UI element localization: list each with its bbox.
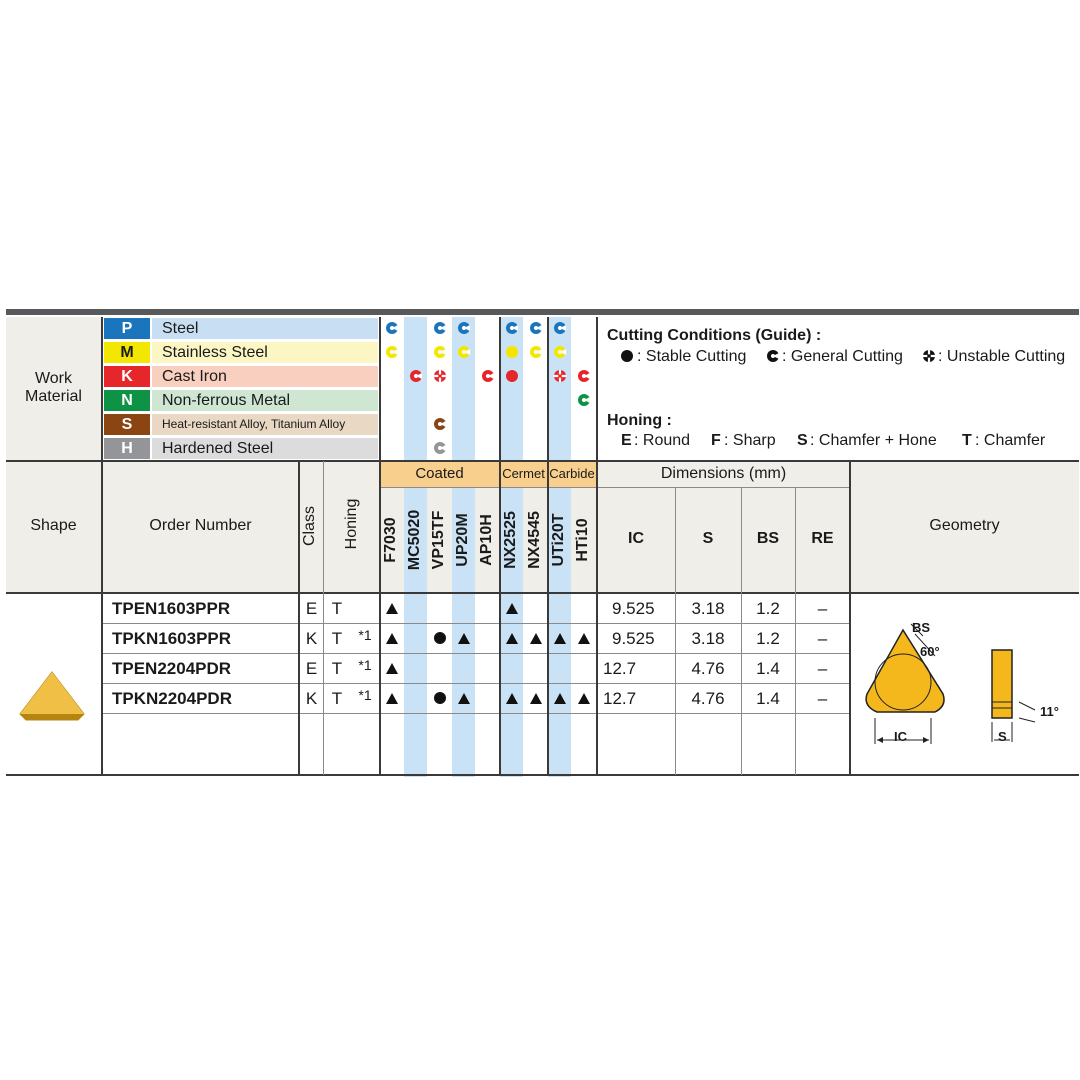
general-cutting-icon [530,346,542,358]
triangle-icon [506,633,518,644]
general-cutting-icon [434,442,446,454]
ic-header: IC [628,530,644,547]
work-material-label-2: Material [25,388,82,405]
grade-nx4545: NX4545 [526,511,543,569]
order-number: TPKN1603PPR [112,629,232,648]
honing-title: Honing : [607,412,672,429]
divider [102,623,850,624]
triangle-icon [578,633,590,644]
geometry-11-label: 11° [1040,704,1059,719]
honing-key-f: F [711,432,721,449]
triangle-icon [554,693,566,704]
bs-header: BS [756,530,780,547]
insert-shape-image [16,668,88,724]
geometry-diagram [855,610,1070,760]
general-cutting-icon [578,370,590,382]
triangle-icon [530,633,542,644]
honing-chamfer-hone: : Chamfer + Hone [810,432,937,449]
divider [6,774,1079,776]
grade-up20m: UP20M [454,513,471,567]
divider [499,317,501,775]
s-value: 4.76 [691,689,725,708]
triangle-icon [506,693,518,704]
geometry-bs-label: BS [912,620,931,635]
unstable-cutting-icon [922,349,936,363]
s-header: S [702,530,714,547]
divider [6,592,1079,594]
order-number: TPEN2204PDR [112,659,232,678]
honing-value: T [331,659,343,678]
class-value: E [305,659,318,678]
ic-value: 12.7 [603,659,637,678]
divider [795,487,796,775]
triangle-icon [578,693,590,704]
material-name-heat-resistant: Heat-resistant Alloy, Titanium Alloy [152,414,378,435]
material-name-cast-iron: Cast Iron [152,366,378,387]
cutting-conditions-title: Cutting Conditions (Guide) : [607,327,822,344]
grade-condition-grid [380,317,596,460]
bs-value: 1.2 [756,599,780,618]
divider [102,713,850,714]
divider [323,461,324,775]
ic-value: 9.525 [612,599,655,618]
material-code-h: H [104,438,150,459]
re-value: – [817,689,828,708]
honing-round: : Round [634,432,691,449]
triangle-icon [554,633,566,644]
geometry-ic-label: IC [894,729,907,744]
carbide-header: Carbide [548,461,596,487]
material-name-stainless: Stainless Steel [152,342,378,363]
note-value: *1 [358,657,372,673]
unstable-cutting-icon [554,370,566,382]
general-cutting-icon [386,322,398,334]
divider [101,317,103,775]
legend-unstable: : Unstable Cutting [938,348,1066,365]
geometry-header: Geometry [929,517,1000,534]
triangle-icon [386,603,398,614]
bs-value: 1.4 [756,689,780,708]
material-code-n: N [104,390,150,411]
legend-general: : General Cutting [782,348,903,365]
triangle-icon [386,633,398,644]
divider [849,461,851,775]
general-cutting-icon [434,322,446,334]
general-cutting-icon [554,322,566,334]
divider [675,487,676,775]
honing-value: T [331,689,343,708]
triangle-icon [458,693,470,704]
honing-key-e: E [621,432,632,449]
stable-cutting-icon [621,350,633,362]
grade-mc5020: MC5020 [406,509,423,571]
grade-nx2525: NX2525 [502,511,519,569]
class-value: K [305,689,318,708]
dot-icon [434,632,446,644]
shape-header: Shape [30,517,77,534]
note-value: *1 [358,627,372,643]
dimensions-header: Dimensions (mm) [660,465,787,482]
material-code-m: M [104,342,150,363]
material-name-hardened: Hardened Steel [152,438,378,459]
triangle-icon [506,603,518,614]
legend-stable: : Stable Cutting [637,348,747,365]
bs-value: 1.2 [756,629,780,648]
grade-uti20t: UTi20T [550,513,567,567]
order-number-header: Order Number [149,517,252,534]
re-value: – [817,629,828,648]
divider [380,487,596,488]
grade-vp15tf: VP15TF [430,510,447,570]
honing-chamfer: : Chamfer [975,432,1046,449]
coated-header: Coated [380,461,499,487]
general-cutting-icon [434,346,446,358]
material-name-steel: Steel [152,318,378,339]
class-header: Class [301,506,318,547]
general-cutting-icon [766,349,780,363]
material-code-p: P [104,318,150,339]
ic-value: 9.525 [612,629,655,648]
divider [741,487,742,775]
general-cutting-icon [578,394,590,406]
honing-key-s: S [797,432,808,449]
divider [379,317,381,775]
material-code-s: S [104,414,150,435]
re-header: RE [811,530,834,547]
general-cutting-icon [482,370,494,382]
divider [102,683,850,684]
geometry-60-label: 60° [920,644,940,659]
general-cutting-icon [458,322,470,334]
cermet-header: Cermet [500,461,547,487]
triangle-icon [386,693,398,704]
honing-value: T [331,599,343,618]
general-cutting-icon [530,322,542,334]
honing-key-t: T [962,432,972,449]
general-cutting-icon [506,322,518,334]
s-value: 3.18 [691,599,725,618]
triangle-icon [530,693,542,704]
stable-cutting-icon [506,346,518,358]
honing-sharp: : Sharp [724,432,776,449]
bs-value: 1.4 [756,659,780,678]
divider [547,317,549,775]
divider [6,460,1079,462]
work-material-label-1: Work [34,370,73,387]
geometry-s-label: S [998,729,1007,744]
material-name-nonferrous: Non-ferrous Metal [152,390,378,411]
divider [102,653,850,654]
grade-f7030: F7030 [382,517,399,563]
general-cutting-icon [410,370,422,382]
grade-hti10: HTi10 [574,518,591,562]
divider [596,317,598,775]
ic-value: 12.7 [603,689,637,708]
order-number: TPKN2204PDR [112,689,232,708]
dot-icon [434,692,446,704]
general-cutting-icon [554,346,566,358]
divider [597,487,850,488]
re-value: – [817,599,828,618]
s-value: 4.76 [691,659,725,678]
order-number: TPEN1603PPR [112,599,231,618]
triangle-icon [386,663,398,674]
triangle-icon [458,633,470,644]
honing-value: T [331,629,343,648]
general-cutting-icon [458,346,470,358]
grade-ap10h: AP10H [478,514,495,566]
material-code-k: K [104,366,150,387]
class-value: E [305,599,318,618]
stable-cutting-icon [506,370,518,382]
unstable-cutting-icon [434,370,446,382]
divider [298,461,300,775]
general-cutting-icon [386,346,398,358]
re-value: – [817,659,828,678]
general-cutting-icon [434,418,446,430]
class-value: K [305,629,318,648]
honing-header: Honing [343,498,360,550]
table-top-bar [6,309,1079,315]
s-value: 3.18 [691,629,725,648]
note-value: *1 [358,687,372,703]
